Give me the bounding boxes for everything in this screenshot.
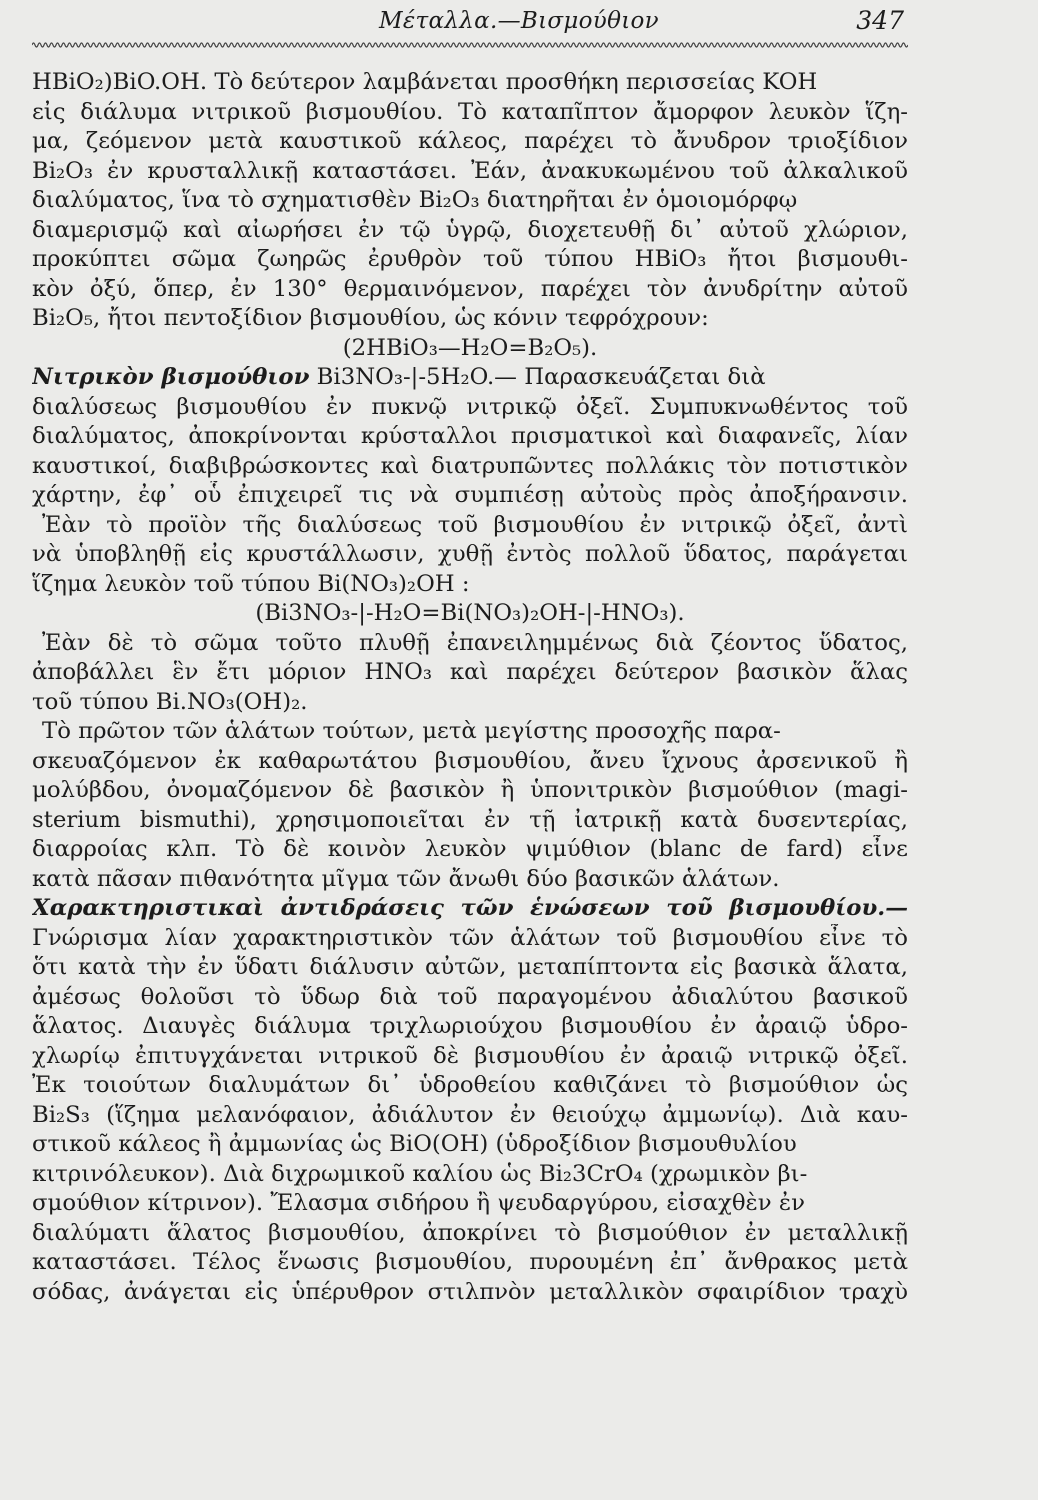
text-line [32, 629, 908, 659]
line-text: χλωρίῳ ἐπιτυγχάνεται νιτρικοῦ δὲ βισμουθίου ἐν ἀραιῷ νιτρικῷ ὀξεῖ. [32, 1042, 908, 1069]
line-text: ὅτι κατὰ τὴν ἐν ὕδατι διάλυσιν αὐτῶν, μεταπίπτοντα εἰς βασικὰ ἅλατα, [32, 954, 908, 980]
line-text: ἀποβάλλει ἓν ἔτι μόριον HNO₃ καὶ παρέχει δεύτερον βασικὸν ἅλας [32, 659, 908, 685]
line-text: Bi₂S₃ (ἵζημα μελανόφαιον, ἀδιάλυτον ἐν θειούχῳ ἀμμωνίῳ). Διὰ καυ- [32, 1101, 908, 1128]
line-text: Γνώρισμα λίαν χαρακτηριστικὸν τῶν ἁλάτων τοῦ βισμουθίου εἶνε τὸ [32, 924, 908, 951]
text-line [32, 1042, 908, 1072]
line-text: καταστάσει. Τέλος ἕνωσις βισμουθίου, πυρουμένη ἐπ᾽ ἄνθρακος μετὰ [32, 1249, 908, 1275]
text-line [32, 245, 908, 275]
text-line [32, 599, 908, 629]
line-text: διαμερισμῷ καὶ αἰωρήσει ἐν τῷ ὑγρῷ, διοχετευθῇ δι᾽ αὐτοῦ χλώριον, [32, 216, 908, 243]
line-text: σόδας, ἀνάγεται εἰς ὑπέρυθρον στιλπνὸν μεταλλικὸν σφαιρίδιον τραχὺ [32, 1278, 908, 1305]
text-line [32, 393, 908, 423]
text-line [32, 1219, 908, 1249]
text-line [32, 717, 908, 747]
text-line [32, 98, 908, 128]
line-text: ἵζημα λευκὸν τοῦ τύπου Bi(NO₃)₂OH : [32, 570, 470, 597]
text-line [32, 953, 908, 983]
wavy-rule-divider [32, 40, 908, 50]
line-text: Bi3NO₃-|-5H₂O.— Παρασκευάζεται διὰ [309, 364, 766, 390]
text-line [32, 275, 908, 305]
text-line [32, 511, 908, 541]
line-text: κατὰ πᾶσαν πιθανότητα μῖγμα τῶν ἄνωθι δύο βασικῶν ἁλάτων. [32, 865, 780, 892]
text-line [32, 1101, 908, 1131]
body-text [32, 68, 908, 1307]
line-text: χάρτην, ἐφ᾽ οὗ ἐπιχειρεῖ τις νὰ συμπιέσῃ αὐτοὺς πρὸς ἀποξήρανσιν. [32, 482, 908, 508]
line-text: τοῦ τύπου Bi.NO₃(OH)₂. [32, 688, 308, 715]
page-header [0, 4, 1038, 38]
line-text: Bi₂O₃ ἐν κρυσταλλικῇ καταστάσει. Ἐάν, ἀνακυκωμένου τοῦ ἀλκαλικοῦ [32, 157, 908, 184]
line-text: στικοῦ κάλεος ἢ ἀμμωνίας ὡς BiO(OH) (ὑδροξίδιον βισμουθυλίου [32, 1131, 797, 1157]
text-line [32, 835, 908, 865]
text-line [32, 304, 908, 334]
text-line [32, 540, 908, 570]
line-text: διαρροίας κλπ. Τὸ δὲ κοινὸν λευκὸν ψιμύθιον (blanc de fard) εἶνε [32, 836, 908, 862]
text-line [32, 334, 908, 364]
line-text: νὰ ὑποβληθῇ εἰς κρυστάλλωσιν, χυθῇ ἐντὸς πολλοῦ ὕδατος, παράγεται [32, 541, 908, 567]
text-line [32, 806, 908, 836]
text-line [32, 68, 908, 98]
text-line [32, 363, 908, 393]
text-line [32, 1189, 908, 1219]
running-title: Μέταλλα.—Βισμούθιον [379, 8, 659, 34]
line-text: Bi₂O₅, ἤτοι πεντοξίδιον βισμουθίου, ὡς κόνιν τεφρόχρουν: [32, 305, 709, 331]
line-text: (2HBiO₃—H₂O=B₂O₅). [342, 334, 598, 361]
text-line [32, 658, 908, 688]
line-text: προκύπτει σῶμα ζωηρῶς ἐρυθρὸν τοῦ τύπου HBiO₃ ἤτοι βισμουθι- [32, 246, 908, 272]
line-text: μα, ζεόμενον μετὰ καυστικοῦ κάλεος, παρέχει τὸ ἄνυδρον τριοξίδιον [32, 128, 908, 154]
line-text: σκευαζόμενον ἐκ καθαρωτάτου βισμουθίου, ἄνευ ἴχνους ἀρσενικοῦ ἢ [32, 747, 908, 774]
line-text: Τὸ πρῶτον τῶν ἁλάτων τούτων, μετὰ μεγίστης προσοχῆς παρα- [42, 718, 781, 744]
section-heading: Χαρακτηριστικαὶ ἀντιδράσεις τῶν ἑνώσεων τοῦ βισμουθίου.— [32, 895, 908, 921]
text-line [32, 865, 908, 895]
line-text: σμούθιον κίτρινον). Ἔλασμα σιδήρου ἢ ψευδαργύρου, εἰσαχθὲν ἐν [32, 1190, 805, 1216]
text-line [32, 776, 908, 806]
text-line [32, 1278, 908, 1308]
text-line [32, 157, 908, 187]
line-text: HBiO₂)BiO.OH. Τὸ δεύτερον λαμβάνεται προσθήκη περισσείας KOH [32, 69, 818, 95]
text-line [32, 422, 908, 452]
text-line [32, 688, 908, 718]
line-text: διαλύματι ἅλατος βισμουθίου, ἀποκρίνει τὸ βισμούθιον ἐν μεταλλικῇ [32, 1219, 908, 1246]
line-text: καυστικοί, διαβιβρώσκοντες καὶ διατρυπῶντες πολλάκις τὸν ποτιστικὸν [32, 452, 908, 479]
line-text: διαλύσεως βισμουθίου ἐν πυκνῷ νιτρικῷ ὀξεῖ. Συμπυκνωθέντος τοῦ [32, 393, 908, 420]
text-line [32, 1071, 908, 1101]
text-line [32, 452, 908, 482]
line-text: Ἐὰν δὲ τὸ σῶμα τοῦτο πλυθῇ ἐπανειλημμένως διὰ ζέοντος ὕδατος, [42, 629, 908, 656]
text-line [32, 1160, 908, 1190]
text-line [32, 216, 908, 246]
section-heading: Νιτρικὸν βισμούθιον [32, 364, 310, 390]
line-text: ἅλατος. Διαυγὲς διάλυμα τριχλωριούχου βισμουθίου ἐν ἀραιῷ ὑδρο- [32, 1013, 908, 1039]
line-text: εἰς διάλυμα νιτρικοῦ βισμουθίου. Τὸ καταπῖπτον ἄμορφον λευκὸν ἵζη- [32, 98, 908, 125]
text-line [32, 983, 908, 1013]
line-text: ἀμέσως θολοῦσι τὸ ὕδωρ διὰ τοῦ παραγομένου ἀδιαλύτου βασικοῦ [32, 983, 908, 1010]
text-line [32, 1012, 908, 1042]
text-line [32, 1130, 908, 1160]
text-line [32, 747, 908, 777]
text-line [32, 186, 908, 216]
line-text: διαλύματος, ἵνα τὸ σχηματισθὲν Bi₂O₃ διατηρῆται ἐν ὁμοιομόρφῳ [32, 187, 798, 213]
line-text: (Bi3NO₃-|-H₂O=Bi(NO₃)₂OH-|-HNO₃). [255, 600, 685, 626]
line-text: κιτρινόλευκον). Διὰ διχρωμικοῦ καλίου ὡς Bi₂3CrO₄ (χρωμικὸν βι- [32, 1160, 808, 1187]
text-line [32, 570, 908, 600]
text-line [32, 481, 908, 511]
text-line [32, 894, 908, 924]
line-text: διαλύματος, ἀποκρίνονται κρύσταλλοι πρισματικοὶ καὶ διαφανεῖς, λίαν [32, 423, 908, 449]
text-line [32, 127, 908, 157]
line-text: sterium bismuthi), χρησιμοποιεῖται ἐν τῇ ἰατρικῇ κατὰ δυσεντερίας, [32, 806, 908, 833]
line-text: μολύβδου, ὀνομαζόμενον δὲ βασικὸν ἢ ὑπονιτρικὸν βισμούθιον (magi- [32, 777, 908, 803]
text-line [32, 924, 908, 954]
line-text: Ἐὰν τὸ προϊὸν τῆς διαλύσεως τοῦ βισμουθίου ἐν νιτρικῷ ὀξεῖ, ἀντὶ [42, 511, 908, 538]
text-line [32, 1248, 908, 1278]
line-text: Ἐκ τοιούτων διαλυμάτων δι᾽ ὑδροθείου καθιζάνει τὸ βισμούθιον ὡς [32, 1072, 908, 1098]
page-number: 347 [856, 6, 904, 35]
line-text: κὸν ὀξύ, ὅπερ, ἐν 130° θερμαινόμενον, παρέχει τὸν ἀνυδρίτην αὐτοῦ [32, 275, 908, 302]
